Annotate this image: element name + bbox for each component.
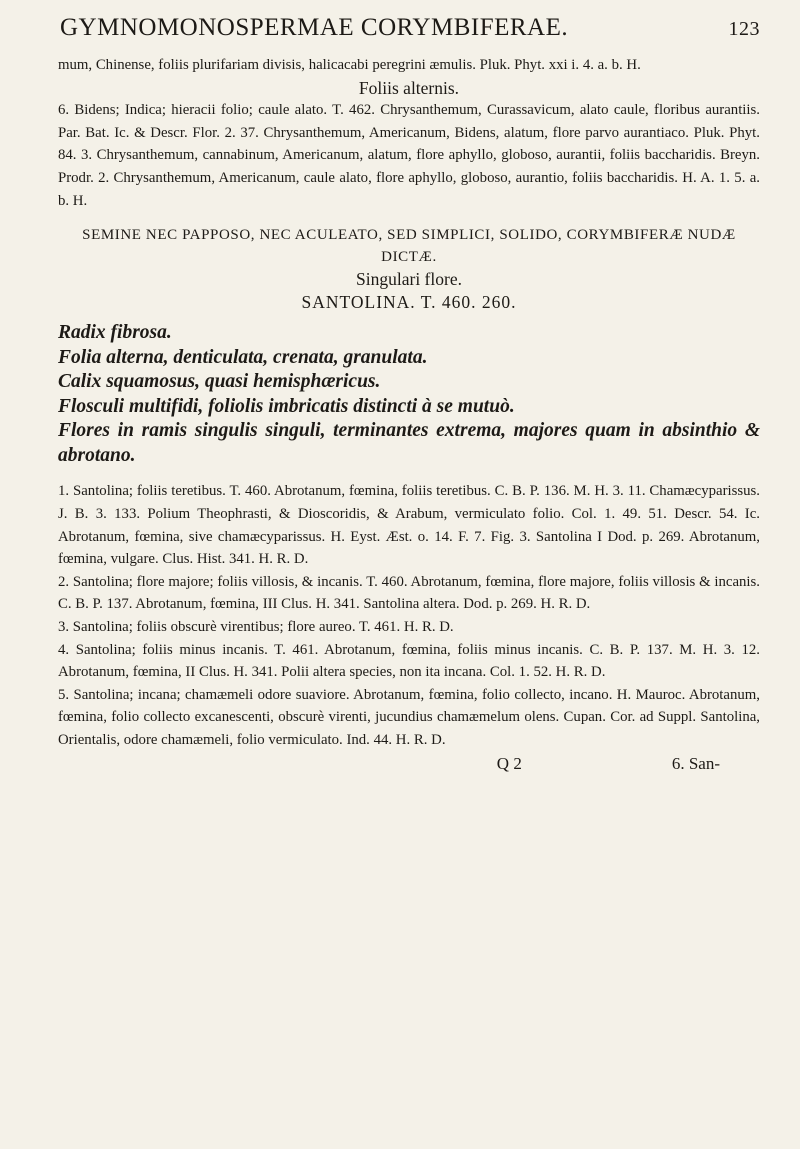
character-radix: Radix fibrosa. — [58, 322, 172, 344]
signature-mark: Q 2 — [496, 754, 522, 774]
character-flosculi: Flosculi multifidi, foliolis imbricatis distincti à se mutuò. — [58, 395, 515, 417]
entry-santolina-4: 4. Santolina; foliis minus incanis. T. 461. Abrotanum, fœmina, foliis minus incanis. C. B. P. 137. M. H. 3. 12. Abrotanum, fœmina, II Clus. H. 341. Polii altera species, non ita incana. Col. 1. 52. H. R. D. — [58, 641, 760, 681]
subheading-singulari-flore: Singulari flore. — [356, 269, 462, 290]
entry-continuation: mum, Chinense, foliis plurifariam divisis, halicacabi peregrini æmulis. Pluk. Phyt. xxi i. 4. a. b. H. — [58, 57, 641, 73]
page-footer — [58, 753, 760, 776]
entry-santolina-3: 3. Santolina; foliis obscurè virentibus; flore aureo. T. 461. H. R. D. — [58, 618, 454, 635]
section-heading: SEMINE NEC PAPPOSO, NEC ACULEATO, SED SIMPLICI, SOLIDO, CORYMBIFERÆ NUDÆ DICTÆ. — [82, 227, 736, 266]
character-calix: Calix squamosus, quasi hemisphæricus. — [58, 371, 381, 393]
entry-santolina-2: 2. Santolina; flore majore; foliis villosis, & incanis. T. 460. Abrotanum, fœmina, flore majore, foliis villosis & incanis. C. B. P. 137. Abrotanum, fœmina, III Clus. H. 341. Santolina altera. Dod. p. 269. H. R. D. — [58, 573, 760, 613]
catchword: 6. San- — [671, 754, 720, 774]
genus-heading-santolina: SANTOLINA. T. 460. 260. — [301, 291, 517, 312]
running-title: GYMNOMONOSPERMAE CORYMBIFERAE. — [60, 14, 569, 41]
running-header — [60, 14, 760, 50]
subheading-foliis-alternis: Foliis alternis. — [358, 77, 460, 98]
page-body — [58, 54, 760, 776]
entry-santolina-5: 5. Santolina; incana; chamæmeli odore suaviore. Abrotanum, fœmina, folio collecto, incano. H. Mauroc. Abrotanum, fœmina, folio collecto excanescenti, obscurè virenti, jucundius chamæmelum olens. Cupan. Cor. ad Suppl. Santolina, Orientalis, odore chamæmeli, folio vermiculato. Ind. 44. H. R. D. — [58, 686, 760, 748]
character-flores: Flores in ramis singulis singuli, terminantes extrema, majores quam in absinthio & abrotano. — [58, 420, 760, 466]
page-number: 123 — [728, 18, 760, 40]
character-folia: Folia alterna, denticulata, crenata, granulata. — [58, 346, 428, 368]
entry-bidens-6: 6. Bidens; Indica; hieracii folio; caule alato. T. 462. Chrysanthemum, Curassavicum, alato caule, floribus aurantiis. Par. Bat. Ic. & Descr. Flor. 2. 37. Chrysanthemum, Americanum, Bidens, alatum, flore parvo aurantiaco. Pluk. Phyt. 84. 3. Chrysanthemum, cannabinum, Americanum, alatum, flore aphyllo, globoso, aurantii, foliis baccharidis. Breyn. Prodr. 2. Chrysanthemum, Americanum, caule alato, flore aphyllo, globoso, aurantio, foliis baccharidis. H. A. 1. 5. a. b. H. — [58, 102, 760, 209]
entry-santolina-1: 1. Santolina; foliis teretibus. T. 460. Abrotanum, fœmina, foliis teretibus. C. B. P. 136. M. H. 3. 11. Chamæcyparissus. J. B. 3. 133. Polium Theophrasti, & Dioscoridis, & Arabum, vermiculato folio. Col. 1. 49. 51. Descr. 54. Ic. Abrotanum, fœmina, sive chamæcyparissus. H. Eyst. Æst. o. 14. F. 7. Fig. 3. Santolina I Dod. p. 269. Abrotanum, fœmina, vulgare. Clus. Hist. 341. H. R. D. — [58, 483, 760, 568]
